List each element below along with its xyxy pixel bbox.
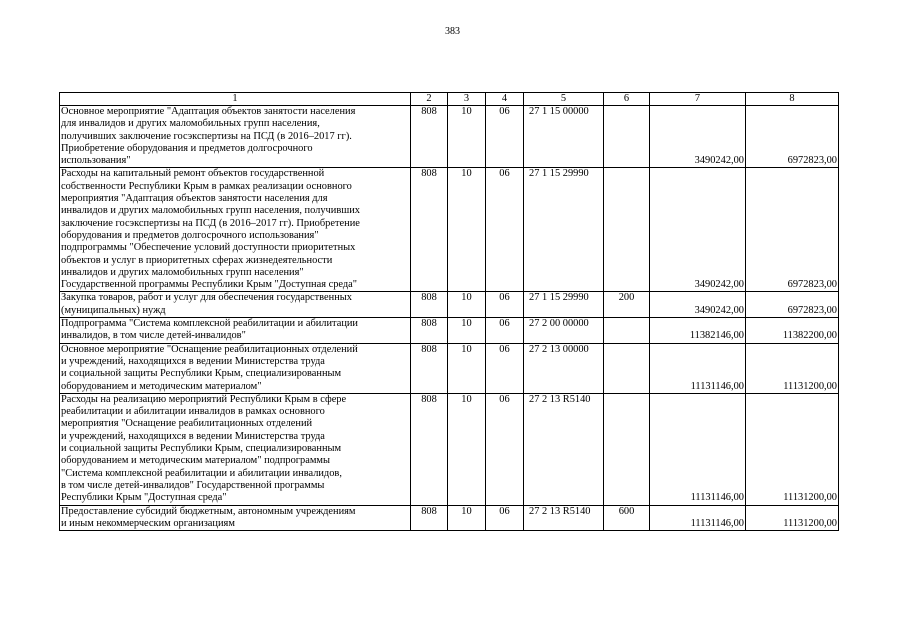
amount-col7: 3490242,00 — [650, 106, 746, 168]
row-description — [60, 292, 411, 318]
table-row — [60, 505, 839, 531]
row-description-text: Расходы на капитальный ремонт объектов государственной собственности Республики Крым в рамках реализации основного мероприятия "Адаптация объектов занятости населения для инвалидов и других маломобильных групп населения, получивших заключение госэкспертизы на ПСД (в 2016–2017 гг). Приобретение оборудования и предметов долгосрочного использования" подпрограммы "Обеспечение условий доступности приоритетных объектов и услуг в приоритетных сферах жизнедеятельности инвалидов и других маломобильных групп населения" Государственной программы Республики Крым "Доступная среда" — [61, 168, 361, 291]
amount-col8: 11382200,00 — [746, 318, 839, 344]
row-description-text: Расходы на реализацию мероприятий Республики Крым в сфере реабилитации и абилитации инвалидов в рамках основного мероприятия "Оснащение реабилитационных отделений и учреждений, находящихся в ведении Министерства труда и социальной защиты Республики Крым, специализированным оборудованием и методическим материалом" подпрограммы "Система комплексной реабилитации и абилитации инвалидов, в том числе детей-инвалидов" Государственной программы Республики Крым "Доступная среда" — [61, 393, 347, 504]
section-code: 10 — [448, 106, 486, 168]
subsection-code: 06 — [486, 343, 524, 393]
row-description — [60, 318, 411, 344]
table-row — [60, 168, 839, 292]
table-row — [60, 393, 839, 505]
expense-type-code — [604, 393, 650, 505]
row-description — [60, 343, 411, 393]
row-description — [60, 505, 411, 531]
amount-col7: 11131146,00 — [650, 393, 746, 505]
row-description-text: Подпрограмма "Система комплексной реабилитации и абилитации инвалидов, в том числе детей-инвалидов" — [61, 318, 358, 342]
subsection-code: 06 — [486, 393, 524, 505]
row-description-text: Основное мероприятие "Оснащение реабилитационных отделений и учреждений, находящихся в ведении Министерства труда и социальной защиты Республики Крым, специализированным оборудованием и методическим материалом" — [61, 343, 358, 392]
column-header: 4 — [486, 93, 524, 106]
ministry-code: 808 — [411, 505, 448, 531]
expense-type-code — [604, 106, 650, 168]
column-header: 5 — [524, 93, 604, 106]
ministry-code: 808 — [411, 343, 448, 393]
column-header: 8 — [746, 93, 839, 106]
column-header: 3 — [448, 93, 486, 106]
ministry-code: 808 — [411, 168, 448, 292]
budget-table — [59, 92, 839, 531]
table-row — [60, 292, 839, 318]
page-number: 383 — [445, 26, 460, 37]
column-header: 6 — [604, 93, 650, 106]
subsection-code: 06 — [486, 318, 524, 344]
amount-col8: 6972823,00 — [746, 106, 839, 168]
expense-type-code — [604, 343, 650, 393]
table-header-row — [60, 93, 839, 106]
amount-col8: 11131200,00 — [746, 343, 839, 393]
amount-col8: 11131200,00 — [746, 393, 839, 505]
row-description — [60, 106, 411, 168]
row-description-text: Предоставление субсидий бюджетным, автономным учреждениям и иным некоммерческим организациям — [61, 505, 356, 529]
expense-type-code: 600 — [604, 505, 650, 531]
row-description — [60, 393, 411, 505]
amount-col8: 11131200,00 — [746, 505, 839, 531]
ministry-code: 808 — [411, 393, 448, 505]
amount-col7: 3490242,00 — [650, 168, 746, 292]
ministry-code: 808 — [411, 106, 448, 168]
column-header: 1 — [60, 93, 411, 106]
table-row — [60, 343, 839, 393]
ministry-code: 808 — [411, 292, 448, 318]
amount-col8: 6972823,00 — [746, 168, 839, 292]
amount-col7: 11131146,00 — [650, 505, 746, 531]
section-code: 10 — [448, 168, 486, 292]
target-article-code: 27 1 15 29990 — [524, 168, 604, 292]
row-description-text: Закупка товаров, работ и услуг для обеспечения государственных (муниципальных) нужд — [61, 292, 352, 316]
target-article-code: 27 1 15 00000 — [524, 106, 604, 168]
target-article-code: 27 1 15 29990 — [524, 292, 604, 318]
amount-col7: 3490242,00 — [650, 292, 746, 318]
section-code: 10 — [448, 318, 486, 344]
target-article-code: 27 2 13 R5140 — [524, 393, 604, 505]
subsection-code: 06 — [486, 106, 524, 168]
expense-type-code — [604, 318, 650, 344]
subsection-code: 06 — [486, 168, 524, 292]
table-row — [60, 318, 839, 344]
target-article-code: 27 2 13 R5140 — [524, 505, 604, 531]
column-header: 7 — [650, 93, 746, 106]
expense-type-code: 200 — [604, 292, 650, 318]
target-article-code: 27 2 00 00000 — [524, 318, 604, 344]
section-code: 10 — [448, 393, 486, 505]
row-description — [60, 168, 411, 292]
ministry-code: 808 — [411, 318, 448, 344]
subsection-code: 06 — [486, 292, 524, 318]
section-code: 10 — [448, 292, 486, 318]
target-article-code: 27 2 13 00000 — [524, 343, 604, 393]
section-code: 10 — [448, 505, 486, 531]
column-header: 2 — [411, 93, 448, 106]
amount-col7: 11131146,00 — [650, 343, 746, 393]
amount-col8: 6972823,00 — [746, 292, 839, 318]
subsection-code: 06 — [486, 505, 524, 531]
table-row — [60, 106, 839, 168]
row-description-text: Основное мероприятие "Адаптация объектов занятости населения для инвалидов и других маломобильных групп населения, получивших заключение госэкспертизы на ПСД (в 2016–2017 гг). Приобретение оборудования и предметов долгосрочного использования" — [61, 106, 356, 167]
expense-type-code — [604, 168, 650, 292]
section-code: 10 — [448, 343, 486, 393]
amount-col7: 11382146,00 — [650, 318, 746, 344]
